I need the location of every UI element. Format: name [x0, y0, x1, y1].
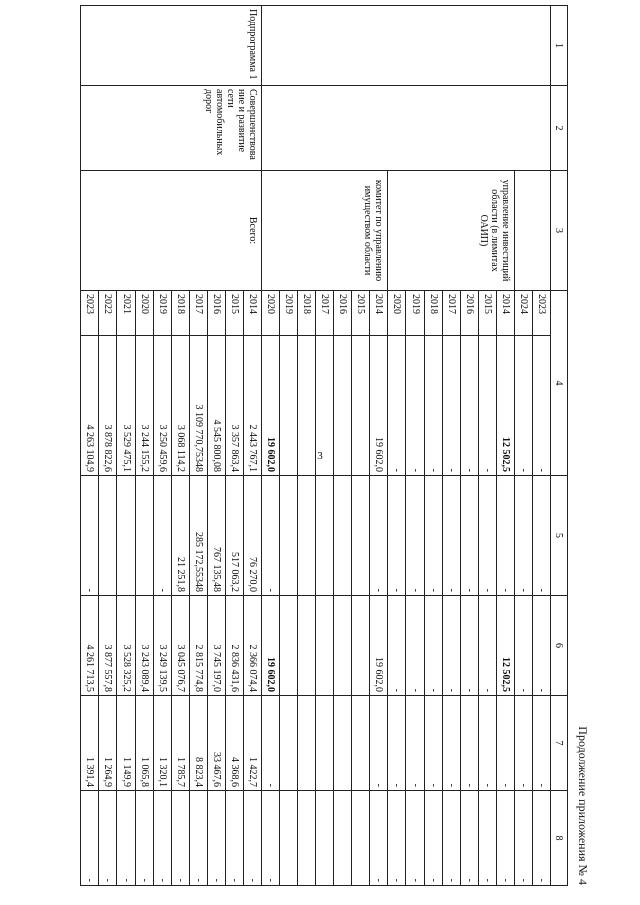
value-cell-c6: [280, 596, 298, 696]
value-cell-c5: -: [460, 476, 478, 596]
value-cell-c6: -: [478, 596, 496, 696]
value-cell-c7: -: [532, 696, 550, 791]
header-cell: 2: [551, 86, 568, 171]
value-cell-c5: 767 135,48: [207, 476, 225, 596]
value-cell-c5: -: [388, 476, 406, 596]
value-cell-c8: -: [478, 791, 496, 886]
value-cell-c4: 4 545 800,08: [207, 336, 225, 476]
value-cell-c6: 2 366 074,4: [243, 596, 261, 696]
year-cell: 2017: [189, 291, 207, 336]
value-cell-c8: [280, 791, 298, 886]
value-cell-c8: [334, 791, 352, 886]
value-cell-c6: -: [532, 596, 550, 696]
header-cell: 5: [551, 476, 568, 596]
year-cell: 2020: [135, 291, 153, 336]
table-row: [532, 6, 550, 886]
value-cell-c7: -: [406, 696, 424, 791]
col2-cell: [262, 86, 551, 171]
value-cell-c4: [316, 336, 334, 476]
value-cell-c4: [334, 336, 352, 476]
value-cell-c6: 3 528 325,2: [117, 596, 135, 696]
continuation-label: Продолжение приложения № 4: [576, 726, 590, 885]
page-number: 3: [317, 450, 323, 462]
value-cell-c7: -: [424, 696, 442, 791]
value-cell-c8: -: [370, 791, 388, 886]
year-cell: 2019: [153, 291, 171, 336]
value-cell-c8: -: [424, 791, 442, 886]
year-cell: 2017: [442, 291, 460, 336]
year-cell: 2019: [406, 291, 424, 336]
budget-table: [80, 5, 568, 886]
value-cell-c7: 8 823,4: [189, 696, 207, 791]
header-cell: 6: [551, 596, 568, 696]
value-cell-c5: [135, 476, 153, 596]
value-cell-c7: 4 368,6: [225, 696, 243, 791]
value-cell-c5: 517 063,2: [225, 476, 243, 596]
value-cell-c8: -: [243, 791, 261, 886]
year-cell: 2015: [352, 291, 370, 336]
year-cell: 2016: [460, 291, 478, 336]
year-cell: 2014: [243, 291, 261, 336]
value-cell-c6: 3 745 197,0: [207, 596, 225, 696]
col1-cell: [262, 6, 551, 86]
value-cell-c4: 3 878 822,6: [99, 336, 117, 476]
year-cell: 2022: [99, 291, 117, 336]
year-cell: 2019: [280, 291, 298, 336]
header-cell: 8: [551, 791, 568, 886]
year-cell: 2014: [370, 291, 388, 336]
value-cell-c7: [352, 696, 370, 791]
year-cell: 2020: [262, 291, 280, 336]
value-cell-c6: [352, 596, 370, 696]
value-cell-c8: -: [442, 791, 460, 886]
value-cell-c5: -: [81, 476, 99, 596]
value-cell-c8: -: [460, 791, 478, 886]
value-cell-c4: 3 357 863,4: [225, 336, 243, 476]
value-cell-c6: 2 815 774,8: [189, 596, 207, 696]
value-cell-c5: 21 251,8: [171, 476, 189, 596]
value-cell-c5: -: [514, 476, 532, 596]
year-cell: 2023: [81, 291, 99, 336]
value-cell-c4: 4 263 104,9: [81, 336, 99, 476]
value-cell-c7: -: [496, 696, 514, 791]
value-cell-c7: [280, 696, 298, 791]
value-cell-c5: [99, 476, 117, 596]
value-cell-c7: -: [370, 696, 388, 791]
year-cell: 2016: [207, 291, 225, 336]
value-cell-c4: -: [388, 336, 406, 476]
value-cell-c8: -: [189, 791, 207, 886]
value-cell-c6: [298, 596, 316, 696]
value-cell-c7: -: [460, 696, 478, 791]
value-cell-c7: [298, 696, 316, 791]
col3-cell: [514, 171, 550, 291]
value-cell-c5: -: [153, 476, 171, 596]
total-label: Всего:: [81, 171, 262, 291]
year-cell: 2017: [316, 291, 334, 336]
value-cell-c7: 1 264,9: [99, 696, 117, 791]
value-cell-c8: -: [153, 791, 171, 886]
value-cell-c4: 19 602,0: [262, 336, 280, 476]
header-cell: 1: [551, 6, 568, 86]
value-cell-c5: [117, 476, 135, 596]
value-cell-c4: -: [514, 336, 532, 476]
year-cell: 2023: [532, 291, 550, 336]
year-cell: 2021: [117, 291, 135, 336]
year-cell: 2024: [514, 291, 532, 336]
subprogram-label: Подпрограмма 1: [81, 6, 262, 86]
value-cell-c5: 285 172,55348: [189, 476, 207, 596]
value-cell-c8: -: [99, 791, 117, 886]
responsible-committee: комитет по управлению имуществом области: [262, 171, 388, 291]
value-cell-c6: [334, 596, 352, 696]
value-cell-c7: -: [442, 696, 460, 791]
value-cell-c5: 76 270,0: [243, 476, 261, 596]
year-cell: 2018: [424, 291, 442, 336]
value-cell-c6: 3 877 557,8: [99, 596, 117, 696]
value-cell-c5: [298, 476, 316, 596]
value-cell-c8: -: [207, 791, 225, 886]
value-cell-c6: 3 243 089,4: [135, 596, 153, 696]
year-cell: 2020: [388, 291, 406, 336]
value-cell-c4: 3 244 155,2: [135, 336, 153, 476]
value-cell-c6: 19 602,0: [262, 596, 280, 696]
value-cell-c4: 3 529 475,1: [117, 336, 135, 476]
value-cell-c7: -: [478, 696, 496, 791]
value-cell-c7: 1 065,8: [135, 696, 153, 791]
value-cell-c4: 2 443 767,1: [243, 336, 261, 476]
value-cell-c7: 1 391,4: [81, 696, 99, 791]
value-cell-c8: -: [514, 791, 532, 886]
header-cell: 7: [551, 696, 568, 791]
value-cell-c5: -: [532, 476, 550, 596]
value-cell-c5: -: [406, 476, 424, 596]
value-cell-c4: 12 502,5: [496, 336, 514, 476]
table-body: [81, 6, 568, 886]
value-cell-c5: [352, 476, 370, 596]
value-cell-c5: -: [424, 476, 442, 596]
value-cell-c6: -: [514, 596, 532, 696]
value-cell-c6: 3 249 139,5: [153, 596, 171, 696]
header-cell: 3: [551, 171, 568, 291]
value-cell-c8: -: [135, 791, 153, 886]
value-cell-c8: [298, 791, 316, 886]
value-cell-c8: -: [532, 791, 550, 886]
value-cell-c7: 1 320,1: [153, 696, 171, 791]
value-cell-c4: 3 109 770,75348: [189, 336, 207, 476]
value-cell-c7: 1 785,7: [171, 696, 189, 791]
value-cell-c6: -: [460, 596, 478, 696]
value-cell-c8: [352, 791, 370, 886]
value-cell-c4: -: [478, 336, 496, 476]
value-cell-c5: -: [496, 476, 514, 596]
value-cell-c7: -: [388, 696, 406, 791]
year-cell: 2015: [478, 291, 496, 336]
value-cell-c8: -: [81, 791, 99, 886]
header-cell: 4: [551, 291, 568, 476]
year-cell: 2018: [298, 291, 316, 336]
value-cell-c8: -: [171, 791, 189, 886]
value-cell-c8: -: [388, 791, 406, 886]
value-cell-c5: -: [478, 476, 496, 596]
value-cell-c5: -: [370, 476, 388, 596]
value-cell-c4: -: [406, 336, 424, 476]
value-cell-c8: [316, 791, 334, 886]
value-cell-c8: -: [225, 791, 243, 886]
responsible-oaip: управление инвестиций области (в лимитах ОАИП): [388, 171, 514, 291]
value-cell-c4: -: [424, 336, 442, 476]
value-cell-c7: -: [514, 696, 532, 791]
year-cell: 2015: [225, 291, 243, 336]
year-cell: 2018: [171, 291, 189, 336]
value-cell-c4: [280, 336, 298, 476]
value-cell-c4: -: [460, 336, 478, 476]
value-cell-c5: -: [262, 476, 280, 596]
header-row: [551, 6, 568, 886]
value-cell-c5: [316, 476, 334, 596]
value-cell-c4: [352, 336, 370, 476]
value-cell-c7: [316, 696, 334, 791]
value-cell-c8: -: [406, 791, 424, 886]
value-cell-c8: -: [117, 791, 135, 886]
value-cell-c8: -: [262, 791, 280, 886]
value-cell-c5: -: [442, 476, 460, 596]
value-cell-c4: 3 068 114,2: [171, 336, 189, 476]
value-cell-c6: -: [442, 596, 460, 696]
value-cell-c4: 19 602,0: [370, 336, 388, 476]
value-cell-c4: [298, 336, 316, 476]
value-cell-c4: -: [532, 336, 550, 476]
value-cell-c5: [334, 476, 352, 596]
value-cell-c6: 2 836 431,6: [225, 596, 243, 696]
value-cell-c6: 19 602,0: [370, 596, 388, 696]
program-name: Совершенствова ние и развитие сети автомобильных дорог: [81, 86, 262, 171]
value-cell-c4: 3 250 459,6: [153, 336, 171, 476]
rotated-table-region: [80, 5, 590, 885]
value-cell-c7: 1 422,7: [243, 696, 261, 791]
value-cell-c6: -: [424, 596, 442, 696]
value-cell-c7: -: [262, 696, 280, 791]
value-cell-c6: -: [388, 596, 406, 696]
year-cell: 2014: [496, 291, 514, 336]
value-cell-c7: [334, 696, 352, 791]
year-cell: 2016: [334, 291, 352, 336]
value-cell-c6: -: [406, 596, 424, 696]
value-cell-c4: -: [442, 336, 460, 476]
value-cell-c7: 33 467,6: [207, 696, 225, 791]
value-cell-c6: 3 045 076,7: [171, 596, 189, 696]
value-cell-c7: 1 149,9: [117, 696, 135, 791]
value-cell-c6: 4 261 713,5: [81, 596, 99, 696]
value-cell-c6: [316, 596, 334, 696]
value-cell-c6: 12 502,5: [496, 596, 514, 696]
value-cell-c5: [280, 476, 298, 596]
value-cell-c8: -: [496, 791, 514, 886]
table-row: [243, 6, 261, 886]
